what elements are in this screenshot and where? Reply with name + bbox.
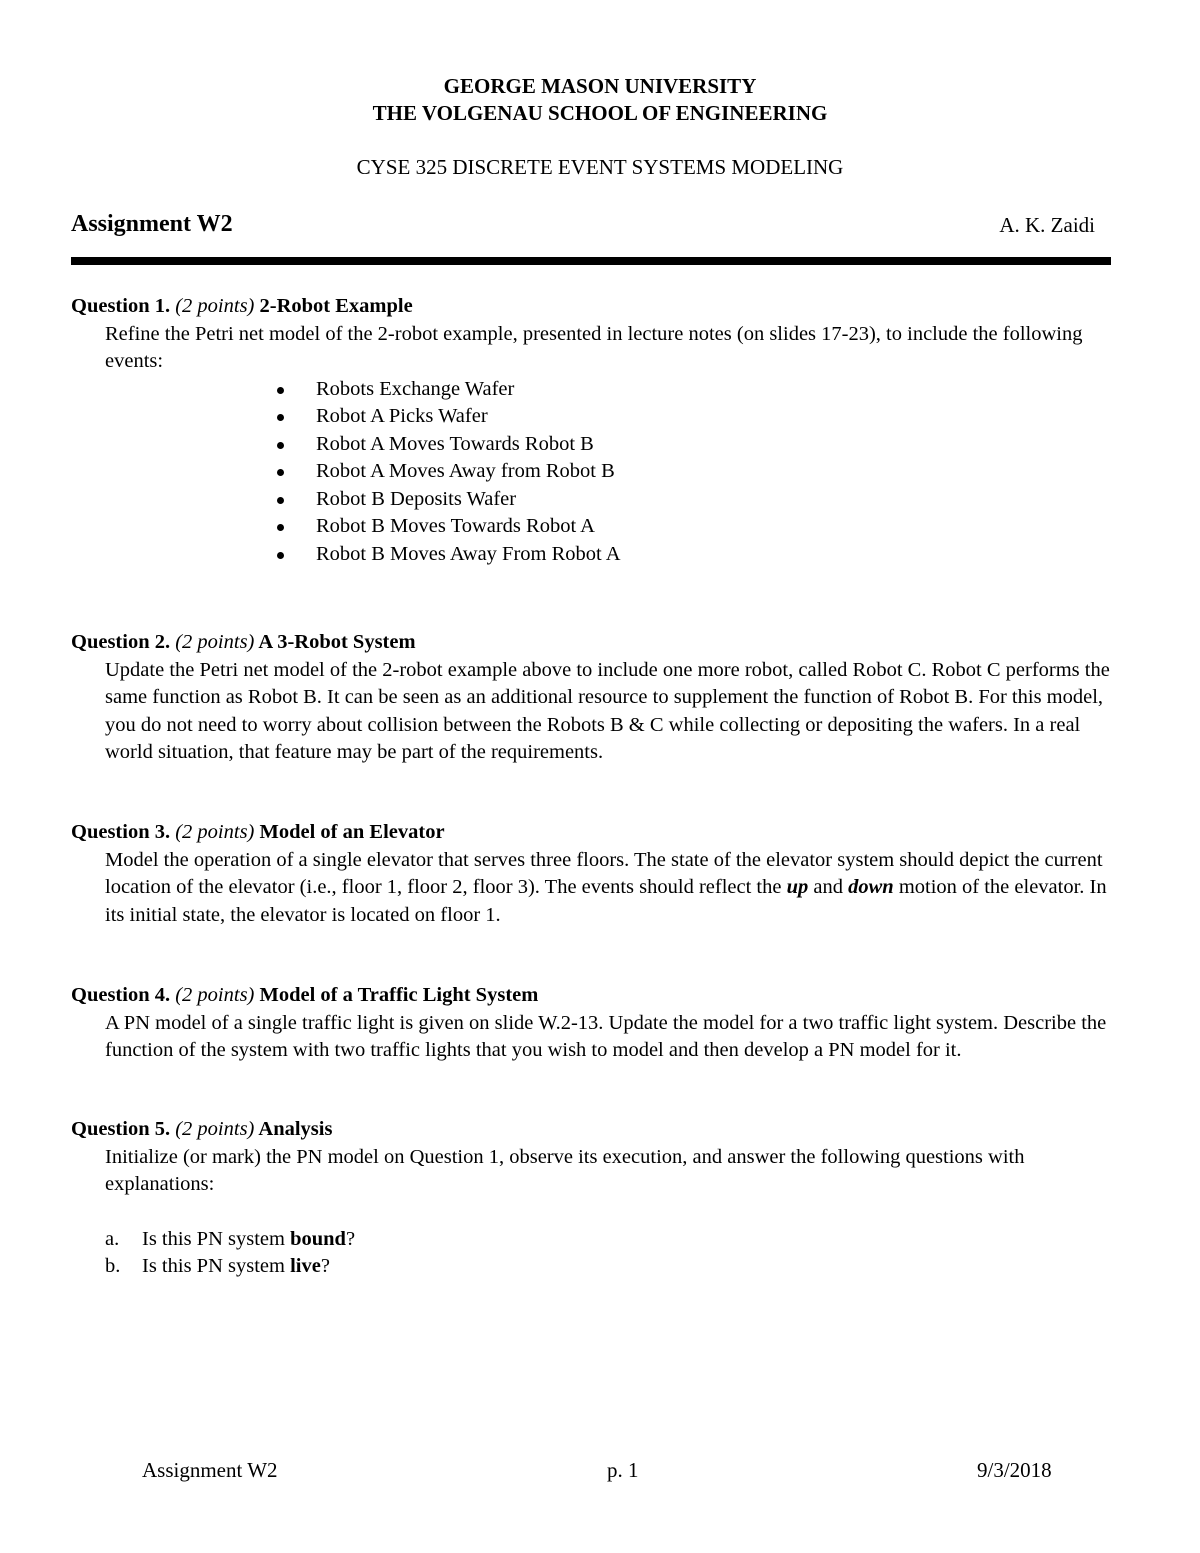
question-label: Question 2.: [71, 631, 171, 653]
bullet-icon: [277, 469, 284, 476]
question-title: Analysis: [258, 1118, 333, 1140]
question-label: Question 5.: [71, 1118, 171, 1140]
course-title: CYSE 325 DISCRETE EVENT SYSTEMS MODELING: [356, 155, 844, 179]
question-label: Question 4.: [71, 984, 171, 1006]
bullet-icon: [277, 497, 284, 504]
bullet-icon: [277, 552, 284, 559]
footer-date: 9/3/2018: [977, 1458, 1052, 1482]
question-4-heading: [71, 982, 1131, 1010]
footer-page-number: p. 1: [607, 1458, 639, 1482]
list-item: Robot B Deposits Wafer: [277, 486, 1130, 514]
question-title: A 3-Robot System: [258, 631, 416, 653]
question-4: [71, 982, 1131, 1065]
event-list: [277, 376, 1130, 569]
question-2: [71, 629, 1131, 767]
question-title: Model of a Traffic Light System: [259, 984, 539, 1006]
question-label: Question 3.: [71, 821, 171, 843]
author-name: A. K. Zaidi: [999, 213, 1095, 237]
question-text: A PN model of a single traffic light is given on slide W.2-13. Update the model for a two traffic light system. Describe the function of the system with two traffic lights that you wish to model and then develop a PN model for it.: [105, 1011, 1107, 1061]
question-points: (2 points): [175, 631, 255, 653]
question-points: (2 points): [175, 295, 255, 317]
question-points: (2 points): [175, 984, 255, 1006]
list-marker: b.: [105, 1255, 121, 1277]
question-1-body: [105, 321, 1130, 569]
bullet-icon: [277, 414, 284, 421]
question-5-body: [105, 1144, 1130, 1281]
question-text: Refine the Petri net model of the 2-robot example, presented in lecture notes (on slides 17-23), to include the following events:: [105, 322, 1083, 372]
question-3-body: [105, 847, 1130, 930]
school-name: THE VOLGENAU SCHOOL OF ENGINEERING: [372, 101, 828, 125]
question-5: [71, 1116, 1131, 1281]
university-name: GEORGE MASON UNIVERSITY: [443, 74, 757, 98]
title-divider: [71, 257, 1111, 265]
list-item: Robot A Picks Wafer: [277, 403, 1130, 431]
bullet-icon: [277, 524, 284, 531]
list-item: b. Is this PN system live?: [105, 1253, 1130, 1281]
list-item: a. Is this PN system bound?: [105, 1226, 1130, 1254]
question-points: (2 points): [175, 1118, 255, 1140]
question-2-heading: [71, 629, 1131, 657]
question-text: Initialize (or mark) the PN model on Question 1, observe its execution, and answer the following questions with explanations:: [105, 1145, 1025, 1195]
question-text: Model the operation of a single elevator that serves three floors. The state of the elevator system should depict the current location of the elevator (i.e., floor 1, floor 2, floor 3). The events should reflect the up and down motion of the elevator. In its initial state, the elevator is located on floor 1.: [105, 848, 1107, 926]
up-emphasis: up: [786, 876, 809, 898]
list-item: Robots Exchange Wafer: [277, 376, 1130, 404]
question-label: Question 1.: [71, 295, 171, 317]
assignment-title: Assignment W2: [71, 211, 233, 237]
question-4-body: [105, 1010, 1130, 1065]
list-item: Robot A Moves Away from Robot B: [277, 458, 1130, 486]
list-marker: a.: [105, 1227, 120, 1250]
question-1-heading: [71, 293, 1131, 321]
question-1: [71, 293, 1131, 568]
bullet-icon: [277, 442, 284, 449]
question-text: Update the Petri net model of the 2-robot example above to include one more robot, called Robot C. Robot C performs the same function as Robot B. It can be seen as an additional resource to supplement the function of Robot B. For this model, you do not need to worry about collision between the Robots B & C while collecting or depositing the wafers. In a real world situation, that feature may be part of the requirements.: [105, 658, 1110, 763]
title-row: [71, 209, 1095, 241]
question-title: Model of an Elevator: [259, 821, 445, 843]
question-3-heading: [71, 819, 1131, 847]
question-title: 2-Robot Example: [259, 295, 413, 317]
bullet-icon: [277, 387, 284, 394]
question-5-heading: [71, 1116, 1131, 1144]
question-points: (2 points): [175, 821, 255, 843]
footer-assignment: Assignment W2: [142, 1458, 278, 1482]
list-item: Robot A Moves Towards Robot B: [277, 431, 1130, 459]
question-3: [71, 819, 1131, 929]
list-item: Robot B Moves Away From Robot A: [277, 541, 1130, 569]
sub-question-list: [105, 1226, 1130, 1281]
list-item: Robot B Moves Towards Robot A: [277, 513, 1130, 541]
down-emphasis: down: [848, 876, 894, 898]
question-2-body: [105, 657, 1130, 767]
